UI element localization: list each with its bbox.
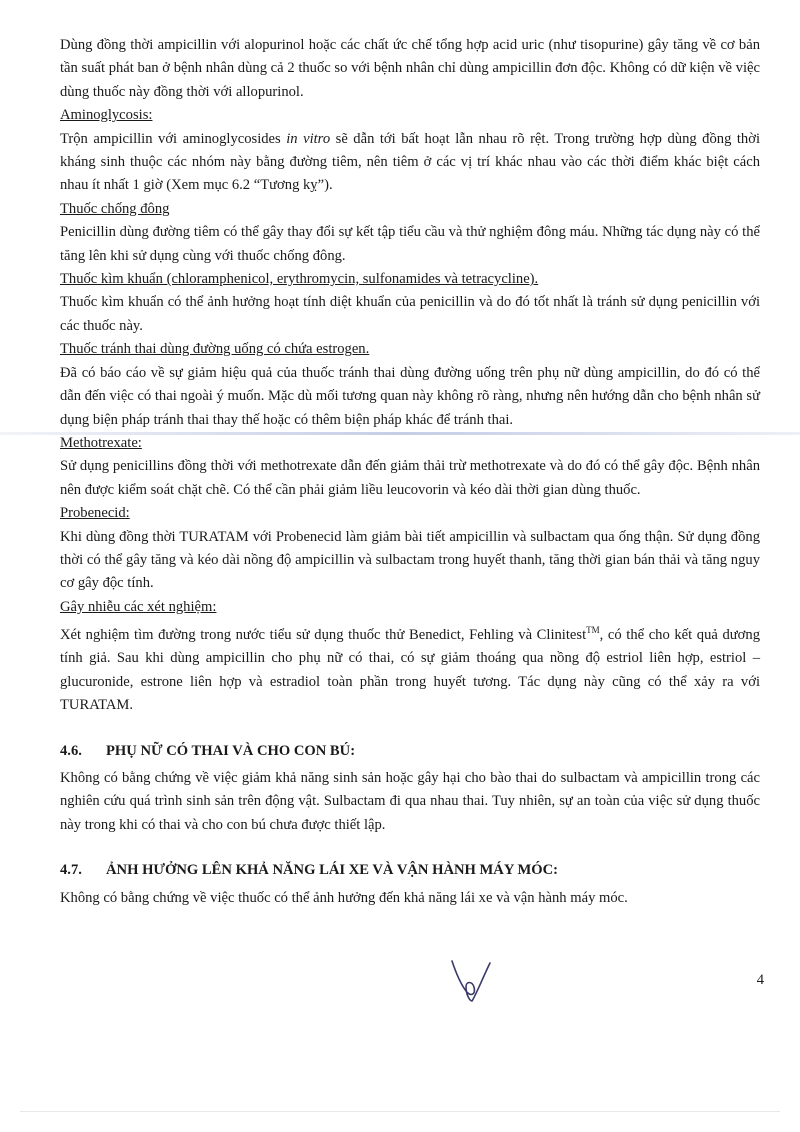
probenecid-heading: Probenecid: [60,505,130,522]
section-4-6-paragraph: Không có bằng chứng về việc giảm khả năng sinh sản hoặc gây hại cho bào thai do sulbactam và ampicillin trong các nghiên cứu quá trình sinh sản trên động vật. Sulbactam đi qua nhau thai. Tuy nhiên, sự an toàn của việc sử dụng thuốc này trong khi có thai và cho con bú chưa được thiết lập. [60,770,760,833]
bacteriostatic-heading: Thuốc kìm khuẩn (chloramphenicol, erythromycin, sulfonamides và tetracycline). [60,271,539,288]
allopurinol-paragraph: Dùng đồng thời ampicillin với alopurinol hoặc các chất ức chế tổng hợp acid uric (như tisopurine) gây tăng về cơ bản tần suất phát ban ở bệnh nhân dùng cả 2 thuốc so với bệnh nhân chỉ dùng ampicillin đơn độc. Không có dữ kiện về việc dùng thuốc này đồng thời với allopurinol. [60,37,760,100]
section-4-7-heading [60,859,760,882]
page-bottom-divider [20,1111,780,1112]
section-4-6-heading [60,740,760,763]
section-4-6-title: PHỤ NỮ CÓ THAI VÀ CHO CON BÚ: [106,742,356,759]
aminoglycosis-paragraph: Trộn ampicillin với aminoglycosides in vitro sẽ dẫn tới bất hoạt lẫn nhau rõ rệt. Trong trường hợp dùng đồng thời kháng sinh thuộc các nhóm này bằng đường tiêm, nên tiêm ở các vị trí khác nhau vào các thời điểm khác biệt cách nhau ít nhất 1 giờ (Xem mục 6.2 “Tương kỵ”). [60,130,761,194]
section-4-7-number: 4.7. [60,862,82,879]
probenecid-paragraph: Khi dùng đồng thời TURATAM với Probenecid làm giảm bài tiết ampicillin và sulbactam qua ống thận. Sử dụng đồng thời có thể gây tăng và kéo dài nồng độ ampicillin và sulbactam trong huyết thanh, tăng thời gian bán thải và tăng nguy cơ gây độc tính. [60,528,760,592]
lab-interference-paragraph: Xét nghiệm tìm đường trong nước tiểu sử dụng thuốc thử Benedict, Fehling và Clinitest™, có thể cho kết quả dương tính giả. Sau khi dùng ampicillin cho phụ nữ có thai, có sự giảm thoáng qua nồng độ estriol liên hợp, estriol – glucuronide, estrone liên hợp và estradiol toàn phần trong huyết tương. Tác dụng này cũng có thể xảy ra với TURATAM. [60,625,760,714]
methotrexate-paragraph: Sử dụng penicillins đồng thời với methotrexate dẫn đến giảm thải trừ methotrexate và do đó có thể gây độc. Bệnh nhân nên được kiểm soát chặt chẽ. Có thể cần phải giảm liều leucovorin và kéo dài thời gian dùng thuốc. [60,458,760,498]
section-4-7-paragraph: Không có bằng chứng về việc thuốc có thể ảnh hưởng đến khả năng lái xe và vận hành máy móc. [60,889,628,906]
page-number: 4 [756,972,764,988]
section-4-6-number: 4.6. [60,742,82,759]
lab-interference-heading: Gây nhiễu các xét nghiệm: [60,598,217,615]
bacteriostatic-paragraph: Thuốc kìm khuẩn có thể ảnh hưởng hoạt tính diệt khuẩn của penicillin và do đó tốt nhất là tránh sử dụng penicillin với các thuốc này. [60,294,760,334]
handwritten-initial-icon [446,955,496,1005]
methotrexate-heading: Methotrexate: [60,434,142,451]
contraceptive-heading: Thuốc tránh thai dùng đường uống có chứa estrogen. [60,341,370,358]
anticoagulant-paragraph: Penicillin dùng đường tiêm có thể gây thay đổi sự kết tập tiểu cầu và thử nghiệm đông máu. Những tác dụng này có thể tăng lên khi sử dụng cùng với thuốc chống đông. [60,224,760,264]
document-page [60,34,760,910]
contraceptive-paragraph: Đã có báo cáo về sự giảm hiệu quả của thuốc tránh thai dùng đường uống trên phụ nữ dùng ampicillin, do đó có thể dẫn đến việc có thai ngoài ý muốn. Mặc dù mối tương quan này không rõ ràng, nhưng nên hướng dẫn cho bệnh nhân sử dụng biện pháp tránh thai thay thế hoặc có thêm biện pháp khác để tránh thai. [60,364,760,428]
scan-artifact-line [0,432,800,435]
aminoglycosis-heading: Aminoglycosis: [60,107,153,124]
section-4-7-title: ẢNH HƯỞNG LÊN KHẢ NĂNG LÁI XE VÀ VẬN HÀNH MÁY MÓC: [106,862,558,879]
anticoagulant-heading: Thuốc chống đông [60,200,170,217]
